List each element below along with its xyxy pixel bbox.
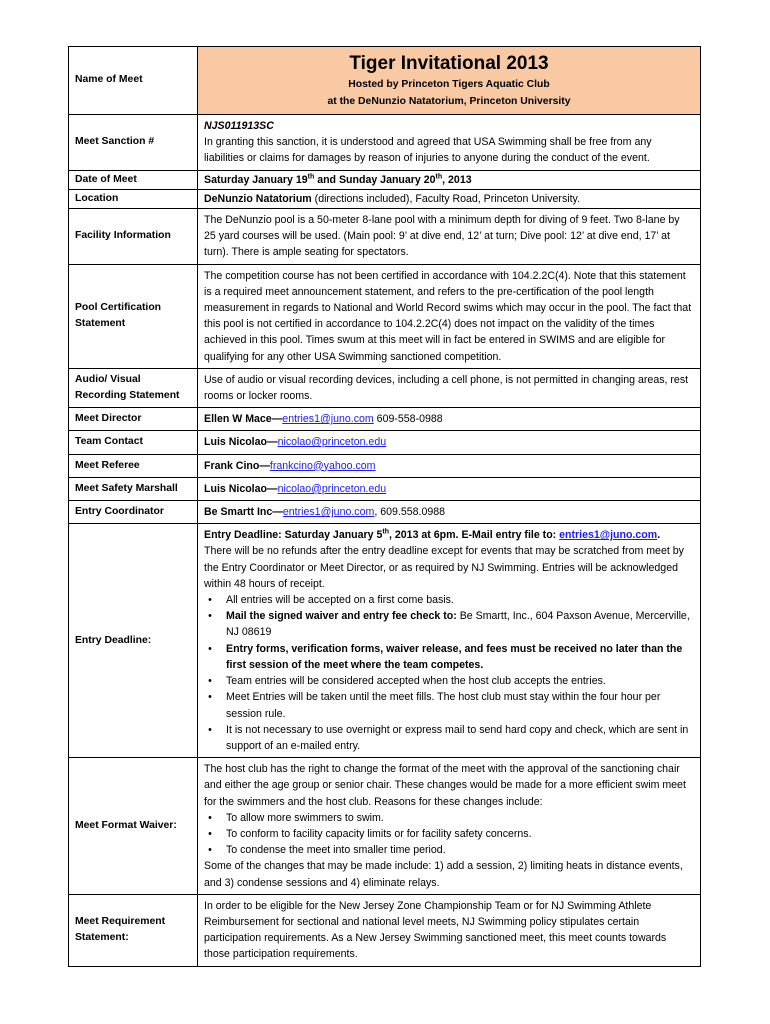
- label-location: Location: [69, 189, 198, 208]
- facility-text: The DeNunzio pool is a 50-meter 8-lane pool with a minimum depth for diving of 9 feet. Two 8-lane by 25 yard courses will be used. (Main pool: 9’ at dive end, 12’ at turn; Dive pool: 12’ at dive end, 17’ at turn). There is ample seating for spectators.: [198, 209, 701, 265]
- date-sup2: th: [435, 173, 443, 181]
- coordinator-value: [198, 501, 701, 524]
- label-requirement: Meet Requirement Statement:: [69, 894, 198, 966]
- entry-head-part2: , 2013 at 6pm. E-Mail entry file to:: [389, 529, 560, 542]
- coordinator-phone: , 609.558.0988: [374, 506, 446, 519]
- waiver-bullet-3: To condense the meet into smaller time period.: [226, 844, 446, 857]
- meet-info-table: [68, 46, 701, 967]
- referee-name: Frank Cino—: [204, 459, 270, 472]
- label-entry-coordinator: Entry Coordinator: [69, 501, 198, 524]
- waiver-outro: Some of the changes that may be made include: 1) add a session, 2) limiting heats in distance events, and 3) condense sessions and 4) eliminate relays.: [204, 860, 683, 889]
- bullet-icon: •: [208, 594, 212, 607]
- list-item: [208, 673, 694, 689]
- bullet-icon: •: [208, 691, 212, 704]
- audio-visual-text: Use of audio or visual recording devices, including a cell phone, is not permitted in changing areas, rest rooms or locker rooms.: [198, 368, 701, 407]
- list-item: [208, 689, 694, 721]
- team-contact-value: [198, 431, 701, 454]
- waiver-bullet-2: To conform to facility capacity limits or for facility safety concerns.: [226, 827, 532, 840]
- list-item: [208, 842, 694, 858]
- sanction-cell: [198, 115, 701, 171]
- list-item: [208, 810, 694, 826]
- entry-email-link[interactable]: entries1@juno.com: [559, 529, 658, 542]
- bullet-icon: •: [208, 844, 212, 857]
- entry-deadline-cell: [198, 524, 701, 758]
- row-meet-director: [69, 408, 701, 431]
- entry-head-sup: th: [382, 528, 390, 536]
- location-rest: (directions included), Faculty Road, Princeton University.: [311, 192, 581, 205]
- team-contact-email-link[interactable]: nicolao@princeton.edu: [277, 436, 387, 449]
- label-date-of-meet: Date of Meet: [69, 170, 198, 189]
- label-safety-marshall: Meet Safety Marshall: [69, 477, 198, 500]
- label-entry-deadline: Entry Deadline:: [69, 524, 198, 758]
- row-location: [69, 189, 701, 208]
- entry-head-part3: .: [657, 529, 661, 542]
- bullet-icon: •: [208, 827, 212, 840]
- row-team-contact: [69, 431, 701, 454]
- date-part2: and Sunday January 20: [314, 173, 436, 186]
- row-pool-cert: [69, 264, 701, 368]
- bullet-icon: •: [208, 811, 212, 824]
- bullet-icon: •: [208, 675, 212, 688]
- location-value: [198, 189, 701, 208]
- director-email-link[interactable]: entries1@juno.com: [282, 413, 374, 426]
- row-facility: [69, 209, 701, 265]
- pool-cert-text: The competition course has not been certified in accordance with 104.2.2C(4). Note that this statement is a required meet announcement statement, and refers to the pre-certification of the pool length measurement in regards to National and World Record swims which may occur in the pool. The fact that this pool is not certified in accordance to 104.2.2C(4) does not impact on the validity of the times achieved in this pool. Times swum at this meet will in fact be entered in SWIMS and are eligible for qualifying for any other USA Swimming sanctioned competition.: [198, 264, 701, 368]
- row-entry-coordinator: [69, 501, 701, 524]
- list-item: [208, 722, 694, 754]
- date-part1: Saturday January 19: [204, 173, 308, 186]
- entry-bullet-list: [204, 592, 694, 754]
- entry-intro: There will be no refunds after the entry deadline except for events that may be scratched from meet by the Entry Coordinator or Meet Director, or as required by NJ Swimming. Entries will be acknowledged within 48 hours of receipt.: [204, 545, 684, 590]
- team-contact-name: Luis Nicolao—: [204, 436, 278, 449]
- sanction-number: NJS011913SC: [204, 120, 274, 132]
- hosted-by: Hosted by Princeton Tigers Aquatic Club: [348, 79, 550, 90]
- date-part3: , 2013: [442, 173, 472, 186]
- bullet-icon: •: [208, 642, 212, 655]
- safety-email-link[interactable]: nicolao@princeton.edu: [277, 482, 387, 495]
- coordinator-email-link[interactable]: entries1@juno.com: [282, 506, 375, 519]
- date-sup1: th: [307, 173, 315, 181]
- label-name-of-meet: Name of Meet: [69, 47, 198, 115]
- row-meet-referee: [69, 454, 701, 477]
- entry-bullet-3: Entry forms, verification forms, waiver release, and fees must be received no later than the first session of the meet where the team competes.: [226, 642, 683, 671]
- label-pool-cert: Pool Certification Statement: [69, 264, 198, 368]
- waiver-bullet-1: To allow more swimmers to swim.: [226, 811, 384, 824]
- referee-value: [198, 454, 701, 477]
- venue-line: at the DeNunzio Natatorium, Princeton University: [327, 96, 571, 107]
- label-meet-referee: Meet Referee: [69, 454, 198, 477]
- list-item: [208, 592, 694, 608]
- label-facility-info: Facility Information: [69, 209, 198, 265]
- list-item: [208, 826, 694, 842]
- row-audio-visual: [69, 368, 701, 407]
- requirement-text: In order to be eligible for the New Jersey Zone Championship Team or for NJ Swimming Athlete Reimbursement for sectional and national level meets, NJ Swimming policy stipulates certain participation requirements. As a New Jersey Swimming sanctioned meet, this meet counts towards those participation requirements.: [198, 894, 701, 966]
- waiver-bullet-list: [204, 810, 694, 859]
- safety-value: [198, 477, 701, 500]
- label-meet-sanction: Meet Sanction #: [69, 115, 198, 171]
- list-item: [208, 641, 694, 673]
- row-requirement: [69, 894, 701, 966]
- entry-deadline-heading: [204, 527, 694, 543]
- meet-title-cell: [198, 47, 701, 115]
- row-format-waiver: [69, 758, 701, 895]
- label-audio-visual: Audio/ Visual Recording Statement: [69, 368, 198, 407]
- list-item: [208, 608, 694, 640]
- label-meet-director: Meet Director: [69, 408, 198, 431]
- location-name: DeNunzio Natatorium: [204, 192, 312, 205]
- label-team-contact: Team Contact: [69, 431, 198, 454]
- coordinator-name: Be Smartt Inc—: [204, 506, 283, 519]
- director-phone: 609-558-0988: [373, 413, 443, 426]
- meet-date: [198, 170, 701, 189]
- entry-bullet-6: It is not necessary to use overnight or express mail to send hard copy and check, which are sent in support of an e-mailed entry.: [226, 723, 689, 752]
- entry-bullet-5: Meet Entries will be taken until the meet fills. The host club must stay within the four hour per session rule.: [226, 691, 661, 720]
- entry-bullet-2-rest: Be Smartt, Inc., 604 Paxson Avenue, Mercerville, NJ 08619: [226, 610, 690, 639]
- entry-bullet-1: All entries will be accepted on a first come basis.: [226, 594, 454, 607]
- meet-title: Tiger Invitational 2013: [349, 53, 549, 74]
- sanction-text: In granting this sanction, it is understood and agreed that USA Swimming shall be free from any liabilities or claims for damages by reason of injuries to anyone during the conduct of the event.: [204, 136, 652, 165]
- director-name: Ellen W Mace—: [204, 413, 283, 426]
- referee-email-link[interactable]: frankcino@yahoo.com: [269, 459, 376, 472]
- row-meet-sanction: [69, 115, 701, 171]
- row-entry-deadline: [69, 524, 701, 758]
- director-value: [198, 408, 701, 431]
- row-date-of-meet: [69, 170, 701, 189]
- row-safety-marshall: [69, 477, 701, 500]
- entry-bullet-2-bold: Mail the signed waiver and entry fee check to:: [226, 610, 457, 623]
- row-name-of-meet: [69, 47, 701, 115]
- entry-head-part1: Entry Deadline: Saturday January 5: [204, 529, 383, 542]
- bullet-icon: •: [208, 610, 212, 623]
- bullet-icon: •: [208, 723, 212, 736]
- label-format-waiver: Meet Format Waiver:: [69, 758, 198, 895]
- waiver-intro: The host club has the right to change the format of the meet with the approval of the sanctioning chair and either the age group or senior chair. These changes would be made for a more efficient swim meet for the swimmers and the host club. Reasons for these changes include:: [204, 763, 686, 808]
- format-waiver-cell: [198, 758, 701, 895]
- safety-name: Luis Nicolao—: [204, 482, 278, 495]
- entry-bullet-4: Team entries will be considered accepted when the host club accepts the entries.: [226, 675, 606, 688]
